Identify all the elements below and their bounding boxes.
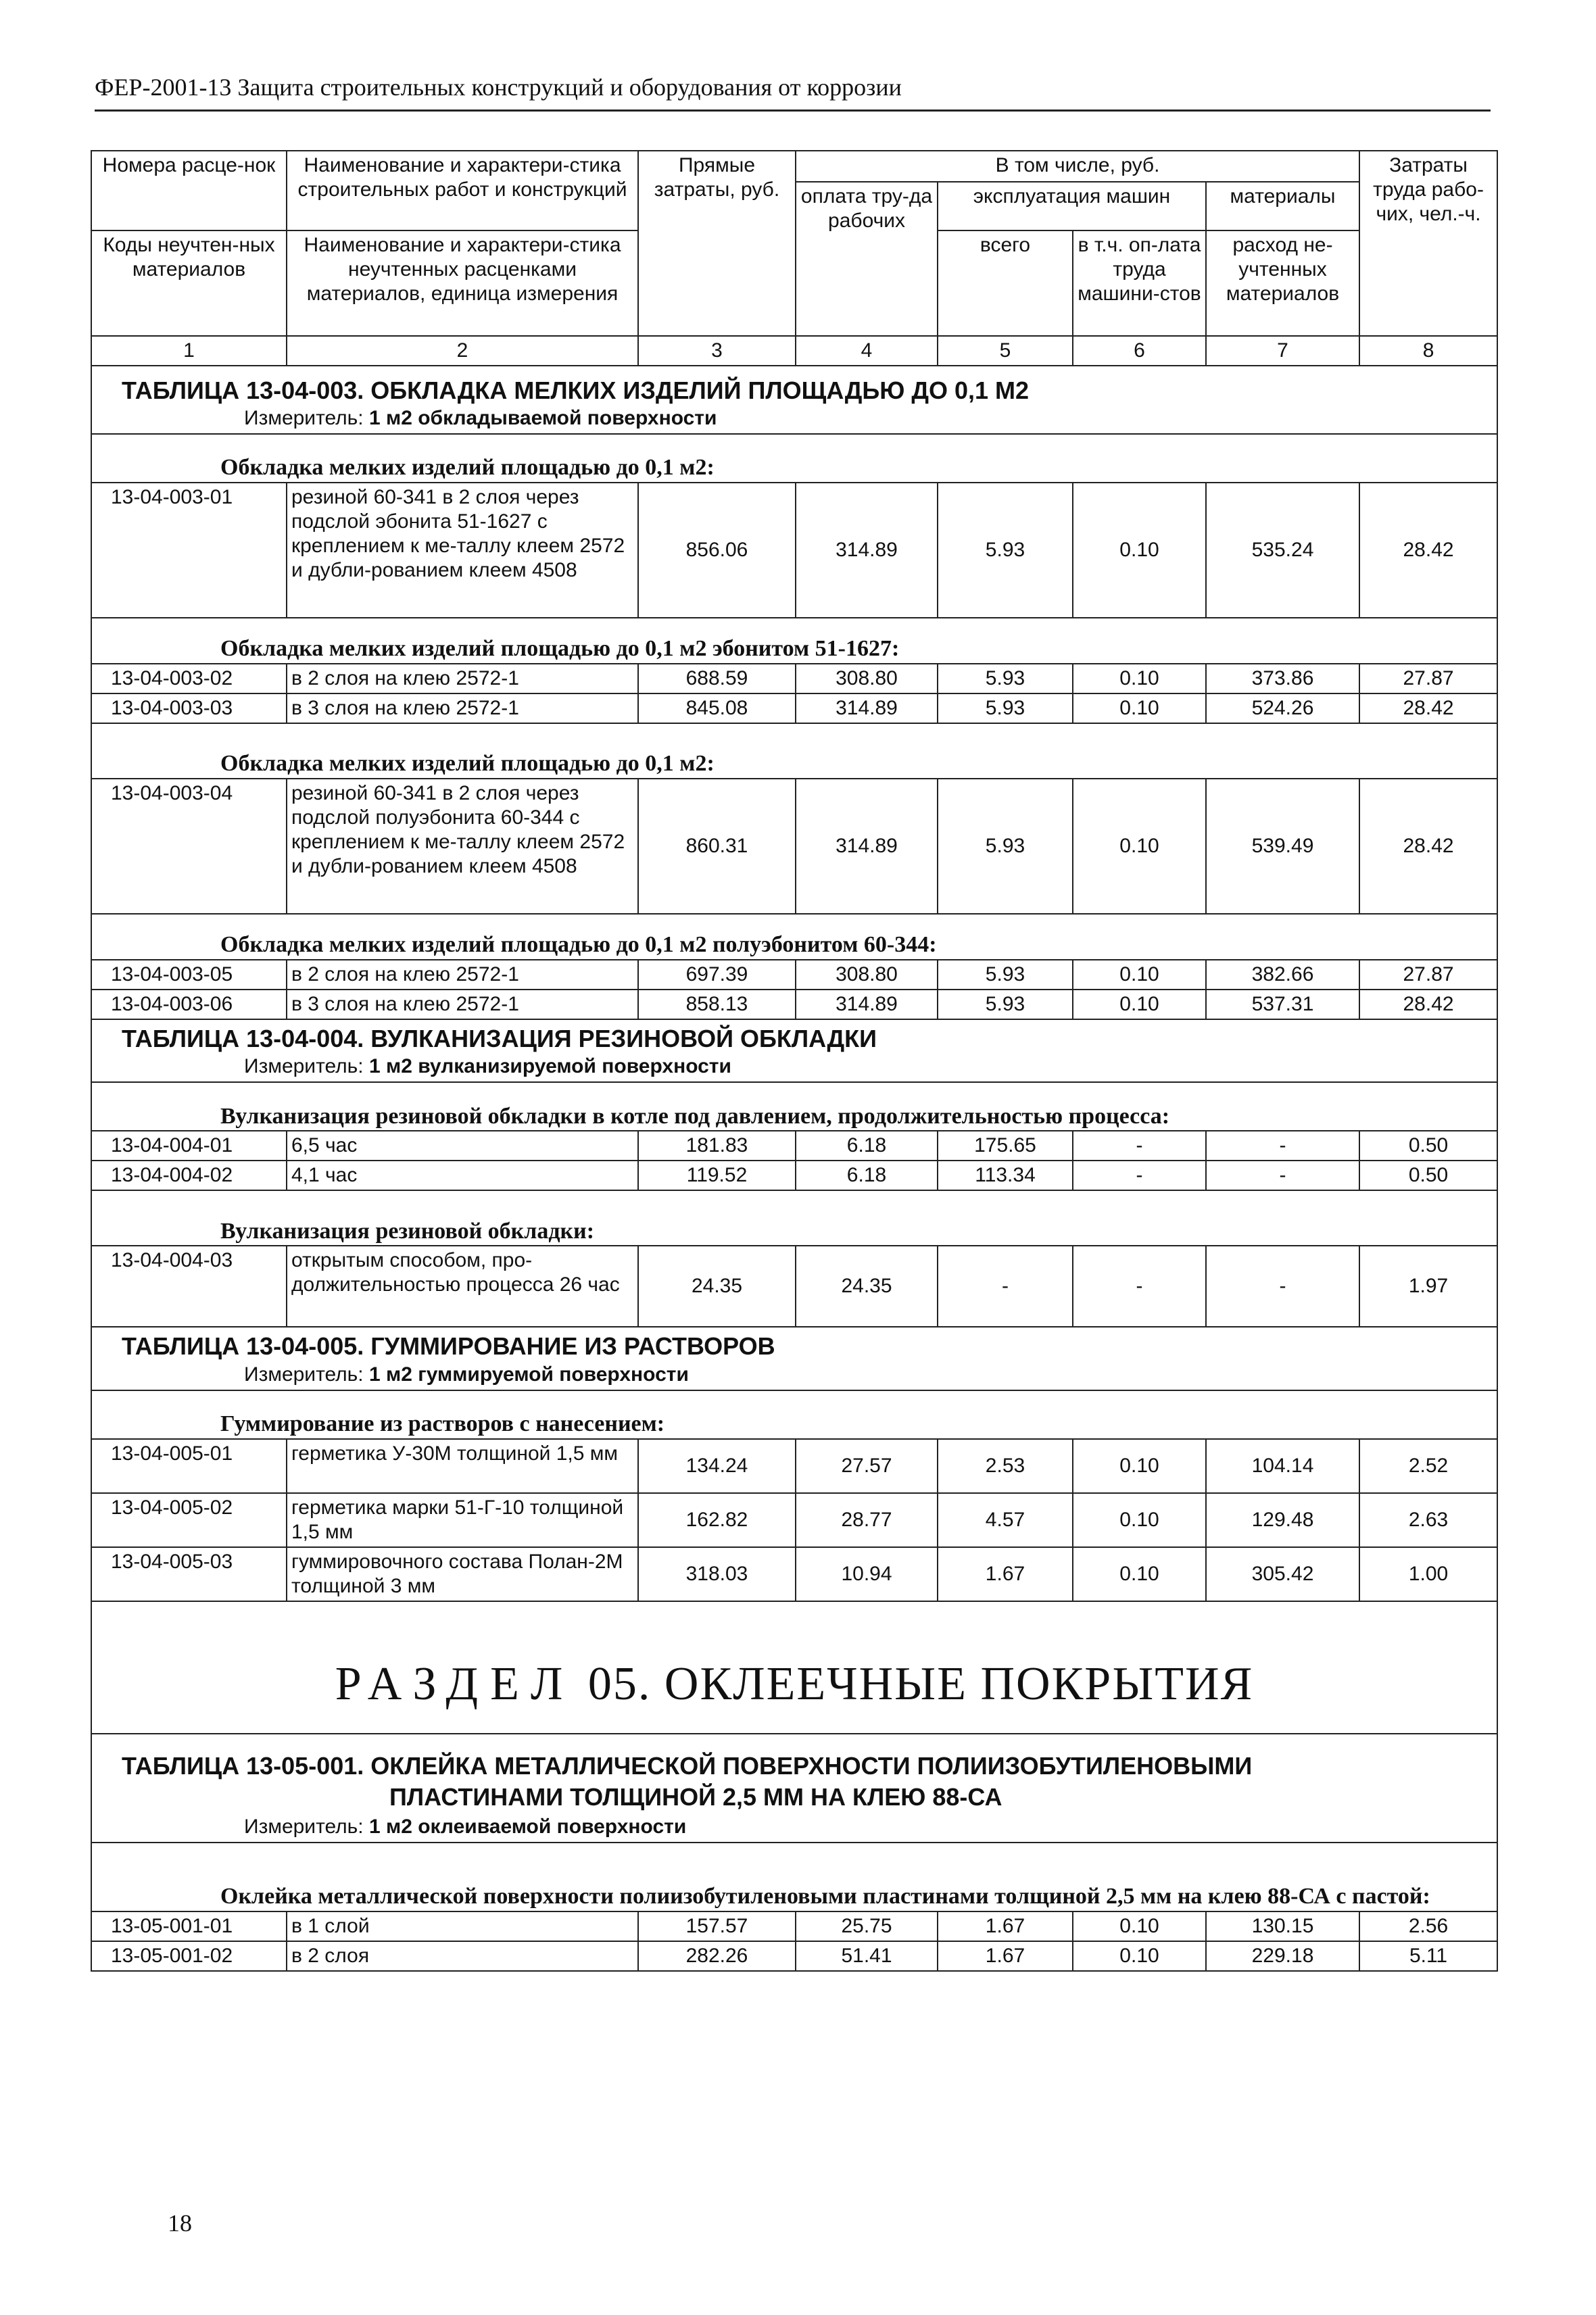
column-number: 3: [638, 336, 796, 366]
section-heading: РАЗДЕЛ 05. ОКЛЕЕЧНЫЕ ПОКРЫТИЯ: [91, 1601, 1497, 1734]
column-numbers-row: [91, 336, 1497, 366]
group-heading: Вулканизация резиновой обкладки в котле под давлением, продолжительностью процесса:: [91, 1082, 1497, 1131]
table-row: 13-04-004-02 4,1 час 119.52 6.18 113.34 - - 0.50: [91, 1161, 1497, 1190]
column-number: 4: [796, 336, 938, 366]
col-header-unaccounted-materials: расход не-учтенных материалов: [1206, 230, 1359, 336]
col-header-machines: эксплуатация машин: [938, 182, 1206, 230]
table-title: ТАБЛИЦА 13-04-004. ВУЛКАНИЗАЦИЯ РЕЗИНОВОЙ ОБКЛАДКИ: [91, 1019, 1497, 1054]
table-row: 13-04-003-01 резиной 60-341 в 2 слоя через подслой эбонита 51-1627 с креплением к ме-таллу клеем 2572 и дубли-рованием клеем 4508 856.06 314.89 5.93 0.10 535.24 28.42: [91, 483, 1497, 618]
column-number: 6: [1073, 336, 1206, 366]
table-row: 13-04-003-04 резиной 60-341 в 2 слоя через подслой полуэбонита 60-344 с креплением к ме-таллу клеем 2572 и дубли-рованием клеем 4508 860.31 314.89 5.93 0.10 539.49 28.42: [91, 779, 1497, 914]
table-title: ТАБЛИЦА 13-04-005. ГУММИРОВАНИЕ ИЗ РАСТВОРОВ: [91, 1327, 1497, 1362]
table-title: ТАБЛИЦА 13-04-003. ОБКЛАДКА МЕЛКИХ ИЗДЕЛИЙ ПЛОЩАДЬЮ ДО 0,1 М2: [91, 366, 1497, 406]
table-row: 13-04-003-02 в 2 слоя на клею 2572-1 688.59 308.80 5.93 0.10 373.86 27.87: [91, 664, 1497, 693]
group-heading: Обкладка мелких изделий площадью до 0,1 м2 эбонитом 51-1627:: [91, 618, 1497, 664]
column-number: 8: [1359, 336, 1497, 366]
price-table: [91, 150, 1498, 1972]
col-header-direct-costs: Прямые затраты, руб.: [638, 151, 796, 336]
col-header-material-codes: Коды неучтен-ных материалов: [91, 230, 287, 336]
group-heading: Гуммирование из растворов с нанесением:: [91, 1390, 1497, 1439]
col-header-machines-total: всего: [938, 230, 1073, 336]
group-heading: Оклейка металлической поверхности полиизобутиленовыми пластинами толщиной 2,5 мм на клею 88-СА с пастой:: [91, 1843, 1497, 1911]
group-heading: Обкладка мелких изделий площадью до 0,1 м2 полуэбонитом 60-344:: [91, 914, 1497, 960]
col-header-labor-hours: Затраты труда рабо-чих, чел.-ч.: [1359, 151, 1497, 336]
table-row: 13-04-003-05 в 2 слоя на клею 2572-1 697.39 308.80 5.93 0.10 382.66 27.87: [91, 960, 1497, 990]
table-row: 13-04-004-03 открытым способом, про-должительностью процесса 26 час 24.35 24.35 - - - 1.97: [91, 1246, 1497, 1327]
col-header-materials-desc: Наименование и характери-стика неучтенных расценками материалов, единица измерения: [287, 230, 638, 336]
col-header-wages: оплата тру-да рабочих: [796, 182, 938, 336]
column-number: 5: [938, 336, 1073, 366]
col-header-works: Наименование и характери-стика строительных работ и конструкций: [287, 151, 638, 230]
page-number: 18: [168, 2210, 192, 2237]
measure-unit: Измеритель: 1 м2 вулканизируемой поверхности: [91, 1054, 1497, 1082]
table-row: 13-04-003-03 в 3 слоя на клею 2572-1 845.08 314.89 5.93 0.10 524.26 28.42: [91, 693, 1497, 723]
table-row: 13-04-005-02 герметика марки 51-Г-10 толщиной 1,5 мм 162.82 28.77 4.57 0.10 129.48 2.63: [91, 1493, 1497, 1547]
table-row: 13-05-001-02 в 2 слоя 282.26 51.41 1.67 0.10 229.18 5.11: [91, 1941, 1497, 1971]
column-number: 1: [91, 336, 287, 366]
measure-unit: Измеритель: 1 м2 гуммируемой поверхности: [91, 1363, 1497, 1390]
column-number: 2: [287, 336, 638, 366]
table-row: 13-05-001-01 в 1 слой 157.57 25.75 1.67 0.10 130.15 2.56: [91, 1911, 1497, 1941]
measure-unit: Измеритель: 1 м2 оклеиваемой поверхности: [91, 1815, 1497, 1843]
group-heading: Обкладка мелких изделий площадью до 0,1 м2:: [91, 434, 1497, 483]
table-row: 13-04-003-06 в 3 слоя на клею 2572-1 858.13 314.89 5.93 0.10 537.31 28.42: [91, 990, 1497, 1019]
table-row: 13-04-004-01 6,5 час 181.83 6.18 175.65 - - 0.50: [91, 1131, 1497, 1161]
col-header-codes: Номера расце-нок: [91, 151, 287, 230]
table-row: 13-04-005-03 гуммировочного состава Полан-2М толщиной 3 мм 318.03 10.94 1.67 0.10 305.42 1.00: [91, 1547, 1497, 1601]
col-header-including: В том числе, руб.: [796, 151, 1359, 182]
measure-unit: Измеритель: 1 м2 обкладываемой поверхности: [91, 406, 1497, 434]
document-header: ФЕР-2001-13 Защита строительных конструкций и оборудования от коррозии: [95, 73, 1491, 112]
col-header-machinist-wages: в т.ч. оп-лата труда машини-стов: [1073, 230, 1206, 336]
group-heading: Обкладка мелких изделий площадью до 0,1 м2:: [91, 723, 1497, 779]
table-row: 13-04-005-01 герметика У-30М толщиной 1,5 мм 134.24 27.57 2.53 0.10 104.14 2.52: [91, 1439, 1497, 1493]
col-header-materials: материалы: [1206, 182, 1359, 230]
group-heading: Вулканизация резиновой обкладки:: [91, 1190, 1497, 1246]
table-title: ТАБЛИЦА 13-05-001. ОКЛЕЙКА МЕТАЛЛИЧЕСКОЙ ПОВЕРХНОСТИ ПОЛИИЗОБУТИЛЕНОВЫМИ ПЛАСТИНАМИ ТОЛЩИНОЙ 2,5 ММ НА КЛЕЮ 88-СА: [91, 1734, 1497, 1816]
column-number: 7: [1206, 336, 1359, 366]
